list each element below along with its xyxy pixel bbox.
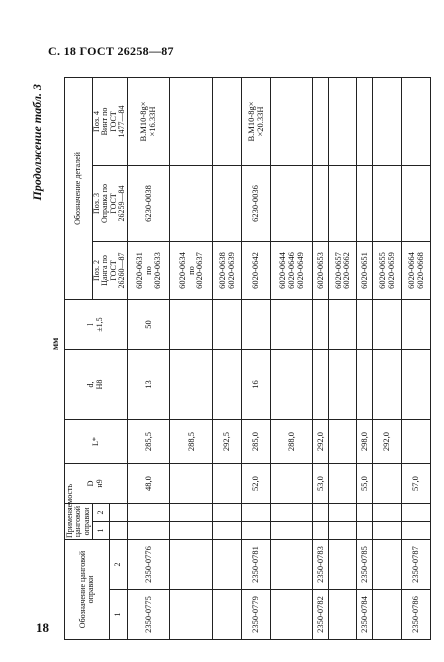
cell-app2: [401, 504, 430, 522]
cell-screw: [270, 77, 313, 165]
cell-app2: [328, 504, 357, 522]
cell-d: 13: [127, 350, 170, 420]
cell-app1: [212, 522, 241, 540]
header-D: D н9: [65, 464, 128, 504]
cell-collet: 6020-0664 6020-0668: [401, 242, 430, 300]
cell-mandrel: [328, 166, 357, 242]
cell-collet: 6020-0651: [357, 242, 372, 300]
cell-mandrel: [372, 166, 401, 242]
cell-mandrel: 6230-0036: [241, 166, 270, 242]
cell-app1: [313, 522, 328, 540]
cell-D: 57,0: [401, 464, 430, 504]
cell-app2: [357, 504, 372, 522]
cell-L: 292,0: [313, 420, 328, 464]
cell-L: 288,0: [270, 420, 313, 464]
cell-D: 55,0: [357, 464, 372, 504]
cell-l: [357, 300, 372, 350]
cell-L: [401, 420, 430, 464]
cell-app2: [372, 504, 401, 522]
header-designation: Обозначение цанговой оправки: [65, 540, 110, 640]
cell-app2: [127, 504, 170, 522]
cell-exec2: [170, 540, 213, 590]
cell-app2: [212, 504, 241, 522]
cell-app1: [170, 522, 213, 540]
cell-exec1: [270, 590, 313, 640]
cell-app1: [127, 522, 170, 540]
cell-app1: [270, 522, 313, 540]
cell-L: 288,5: [170, 420, 213, 464]
cell-mandrel: [357, 166, 372, 242]
cell-app2: [270, 504, 313, 522]
header-applicability: Применяемость цанговой оправки: [64, 483, 91, 538]
cell-screw: B.M10-8g× ×16.33H: [127, 77, 170, 165]
cell-exec1: [212, 590, 241, 640]
cell-app1: [372, 522, 401, 540]
cell-exec1: [328, 590, 357, 640]
cell-exec2: 2350-0785: [357, 540, 372, 590]
cell-exec2: [372, 540, 401, 590]
cell-l: [212, 300, 241, 350]
spec-table: [64, 77, 431, 640]
cell-D: 53,0: [313, 464, 328, 504]
cell-app1: [357, 522, 372, 540]
cell-d: [357, 350, 372, 420]
cell-exec1: [372, 590, 401, 640]
page-number: 18: [36, 620, 49, 635]
cell-d: [270, 350, 313, 420]
cell-app1: [401, 522, 430, 540]
cell-L: 292,5: [212, 420, 241, 464]
cell-collet: 6020-0653: [313, 242, 328, 300]
cell-collet: 6020-0638 6020-0639: [212, 242, 241, 300]
cell-app2: [241, 504, 270, 522]
cell-app2: [170, 504, 213, 522]
cell-exec2: [328, 540, 357, 590]
cell-d: [401, 350, 430, 420]
cell-app2: [313, 504, 328, 522]
header-L: L*: [65, 420, 128, 464]
cell-screw: [170, 77, 213, 165]
cell-D: [372, 464, 401, 504]
cell-l: [170, 300, 213, 350]
cell-screw: [401, 77, 430, 165]
cell-l: [313, 300, 328, 350]
cell-exec1: [170, 590, 213, 640]
header-pos3: Поз. 3 Оправка по ГОСТ 26259—84: [93, 166, 128, 242]
header-app-col2: 2: [93, 504, 110, 522]
cell-collet: 6020-0644 6020-0646 6020-0649: [270, 242, 313, 300]
cell-l: 50: [127, 300, 170, 350]
cell-l: [401, 300, 430, 350]
cell-exec1: 2350-0784: [357, 590, 372, 640]
cell-d: [372, 350, 401, 420]
cell-app1: [241, 522, 270, 540]
page-title: С. 18 ГОСТ 26258—87: [48, 44, 174, 58]
cell-collet: 6020-0634 по 6020-0637: [170, 242, 213, 300]
cell-exec1: 2350-0782: [313, 590, 328, 640]
cell-l: [328, 300, 357, 350]
cell-d: [170, 350, 213, 420]
header-parts: Обозначение деталей: [65, 77, 93, 299]
cell-exec2: 2350-0781: [241, 540, 270, 590]
header-blank: [110, 504, 127, 522]
cell-D: [328, 464, 357, 504]
cell-screw: [372, 77, 401, 165]
cell-D: 52,0: [241, 464, 270, 504]
header-blank: [110, 522, 127, 540]
cell-mandrel: [170, 166, 213, 242]
cell-screw: [357, 77, 372, 165]
header-exec-col2: 2: [110, 540, 127, 590]
cell-mandrel: [212, 166, 241, 242]
cell-exec1: 2350-0786: [401, 590, 430, 640]
header-pos4: Поз. 4 Винт по ГОСТ 1477—84: [93, 77, 128, 165]
cell-D: [170, 464, 213, 504]
header-app-col1: 1: [93, 522, 110, 540]
cell-exec1: 2350-0779: [241, 590, 270, 640]
cell-L: 298,0: [357, 420, 372, 464]
cell-app1: [328, 522, 357, 540]
cell-l: [270, 300, 313, 350]
cell-L: [328, 420, 357, 464]
cell-D: [212, 464, 241, 504]
continuation-label: Продолжение табл. 3: [30, 84, 44, 201]
cell-collet: 6020-0642: [241, 242, 270, 300]
cell-collet: 6020-0655 6020-0659: [372, 242, 401, 300]
cell-exec2: 2350-0776: [127, 540, 170, 590]
cell-exec2: 2350-0787: [401, 540, 430, 590]
cell-d: [328, 350, 357, 420]
cell-mandrel: [313, 166, 328, 242]
cell-screw: [212, 77, 241, 165]
cell-exec2: [270, 540, 313, 590]
cell-d: 16: [241, 350, 270, 420]
units-label: мм: [50, 337, 60, 350]
cell-collet: 6020-0657 6020-0662: [328, 242, 357, 300]
cell-exec2: 2350-0783: [313, 540, 328, 590]
cell-exec2: [212, 540, 241, 590]
rotated-table-area: [30, 78, 430, 640]
cell-D: [270, 464, 313, 504]
cell-l: [241, 300, 270, 350]
cell-d: [313, 350, 328, 420]
header-pos2: Поз. 2 Цанга по ГОСТ 26260—87: [93, 242, 128, 300]
cell-L: 285,5: [127, 420, 170, 464]
header-l: l ±1,5: [65, 300, 128, 350]
cell-screw: B.M10-8g× ×20.33H: [241, 77, 270, 165]
cell-d: [212, 350, 241, 420]
cell-L: 292,0: [372, 420, 401, 464]
cell-screw: [328, 77, 357, 165]
cell-l: [372, 300, 401, 350]
cell-screw: [313, 77, 328, 165]
header-exec-col1: 1: [110, 590, 127, 640]
cell-mandrel: [401, 166, 430, 242]
cell-L: 285,0: [241, 420, 270, 464]
header-d: d, Н8: [65, 350, 128, 420]
cell-collet: 6020-0631 по 6020-0633: [127, 242, 170, 300]
cell-exec1: 2350-0775: [127, 590, 170, 640]
cell-D: 48,0: [127, 464, 170, 504]
cell-mandrel: 6230-0038: [127, 166, 170, 242]
cell-mandrel: [270, 166, 313, 242]
